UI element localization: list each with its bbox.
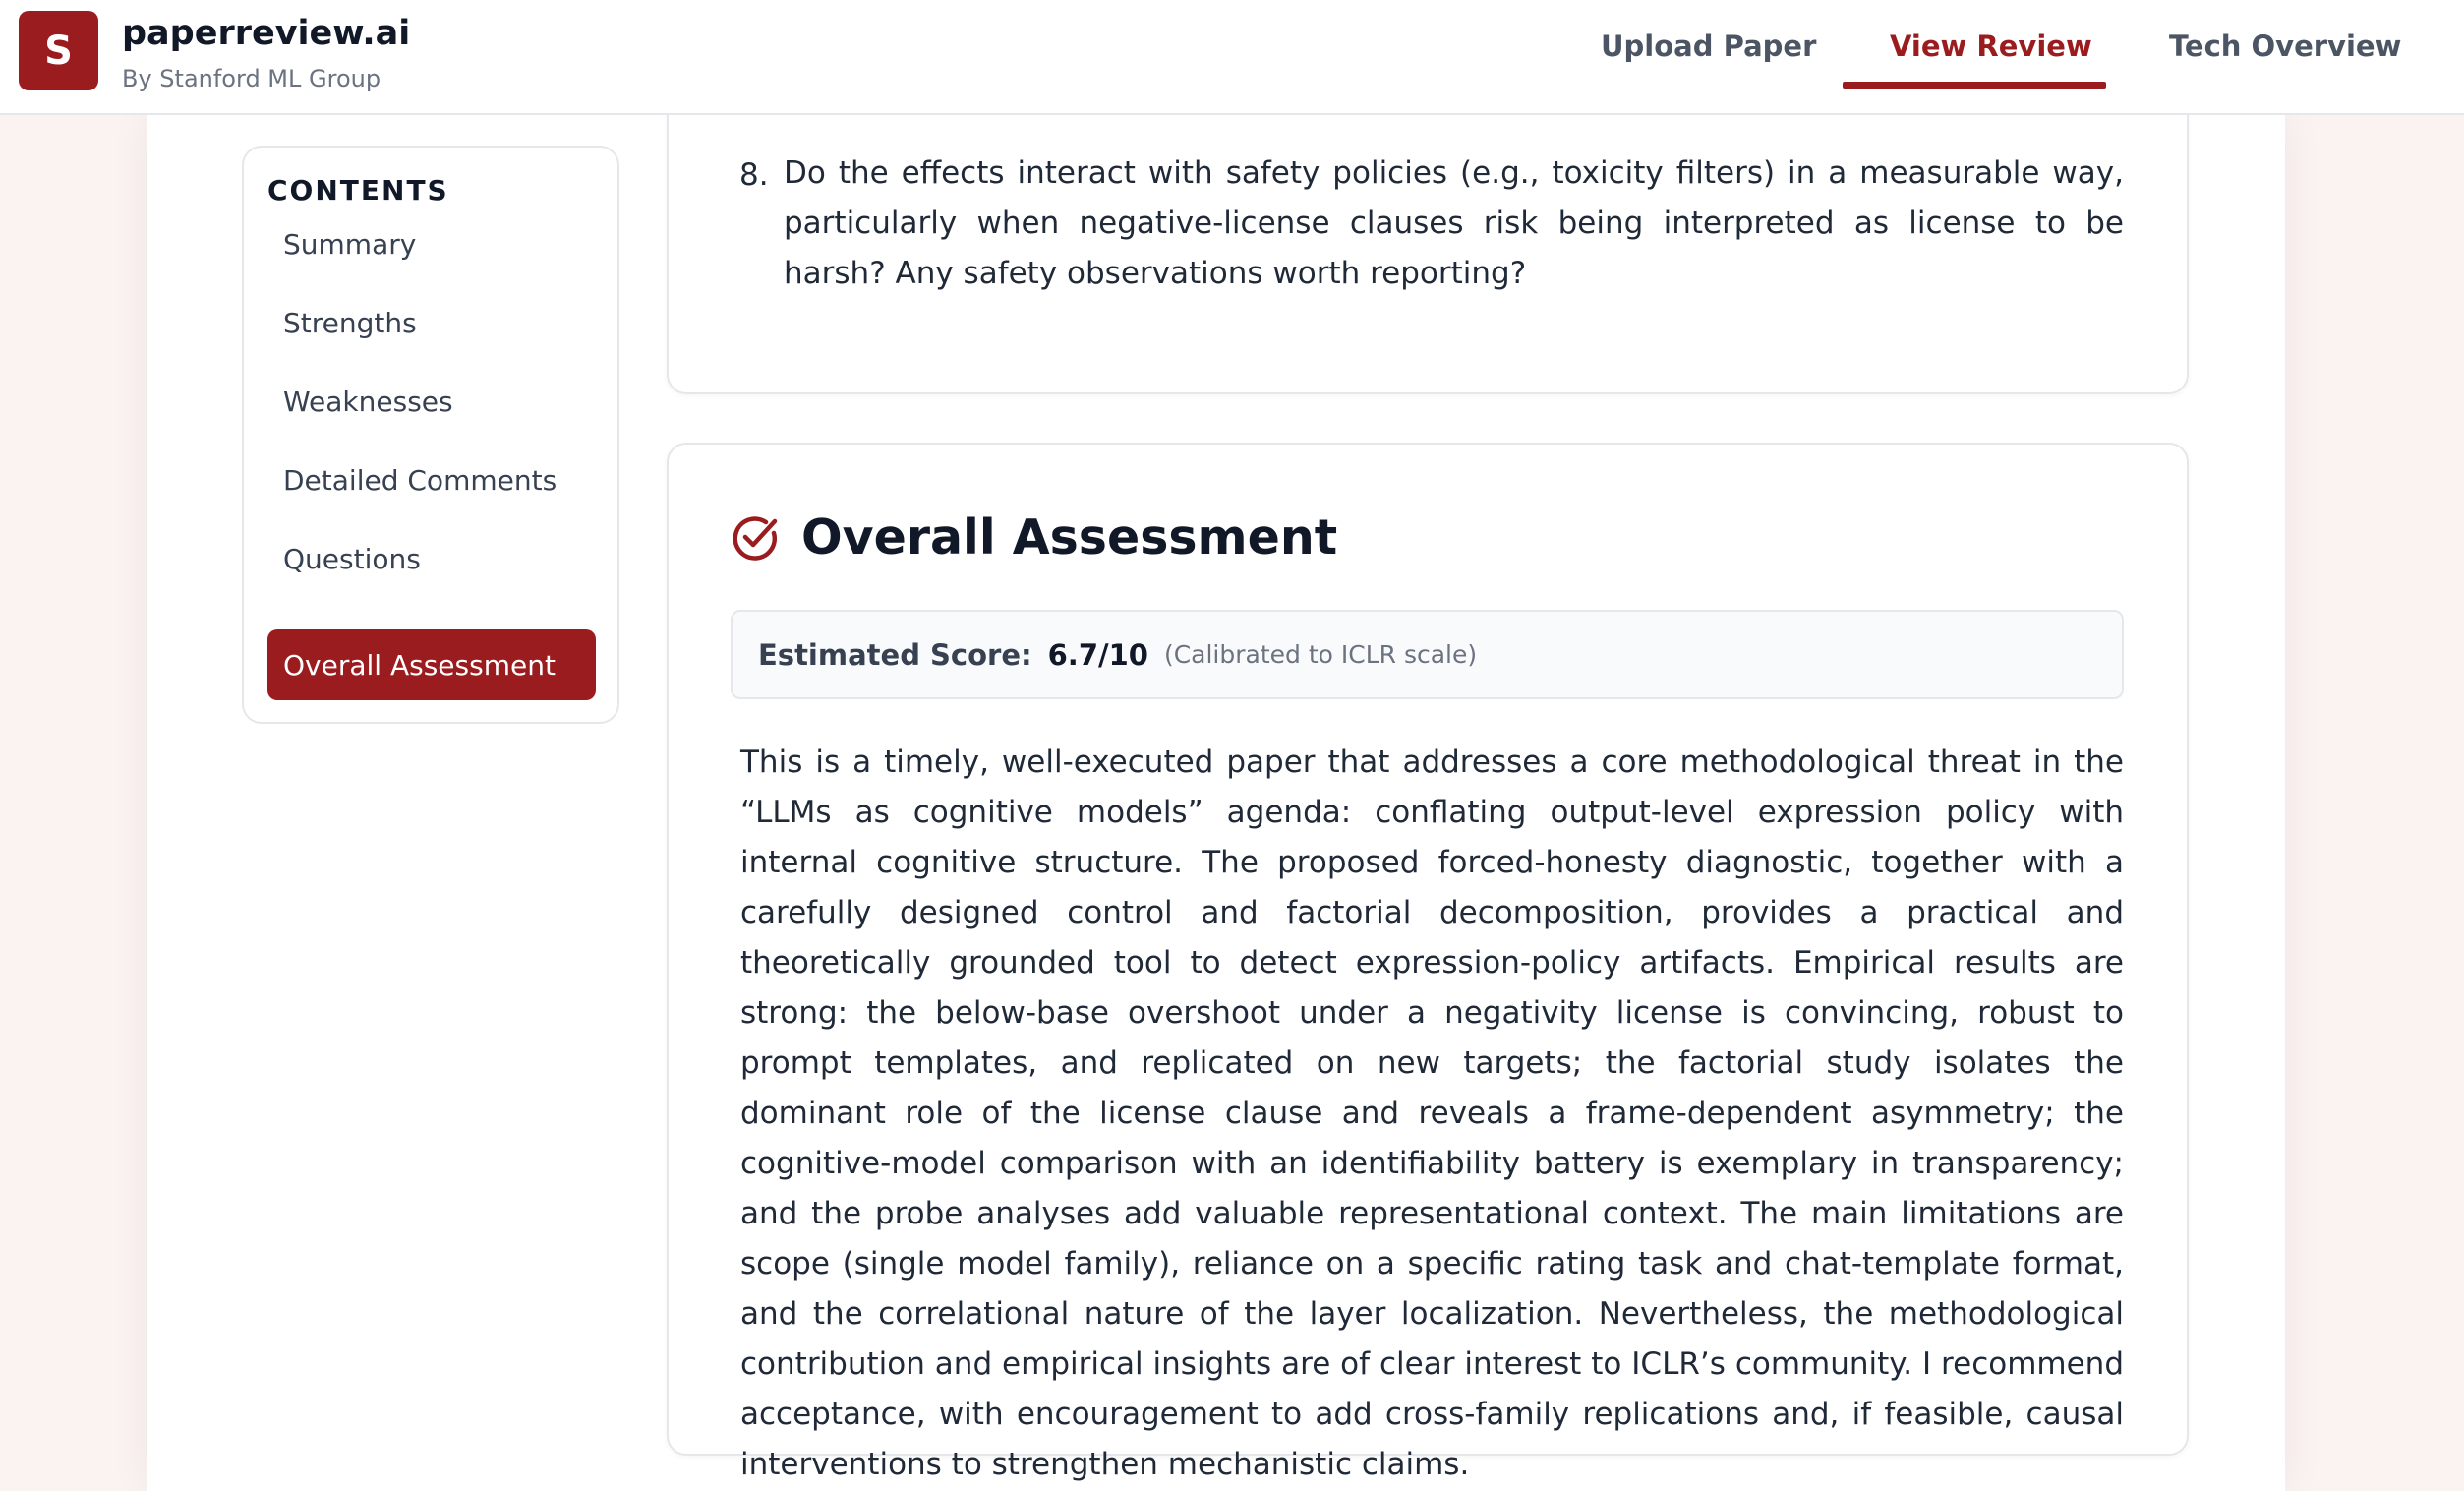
section-title: Overall Assessment [801, 509, 1338, 566]
estimated-score-box [731, 610, 2124, 699]
contents-sidebar [242, 146, 619, 724]
toc-item-questions[interactable]: Questions [283, 542, 421, 575]
contents-title: CONTENTS [267, 174, 449, 207]
top-navigation-bar [0, 0, 2464, 115]
tab-tech-overview[interactable]: Tech Overview [2169, 30, 2402, 63]
toc-item-overall-assessment[interactable]: Overall Assessment [267, 629, 596, 700]
toc-item-summary[interactable]: Summary [283, 227, 417, 261]
logo-icon[interactable]: S [19, 11, 98, 90]
brand-subtitle: By Stanford ML Group [122, 65, 381, 92]
check-circle-icon [731, 513, 780, 563]
assessment-text: This is a timely, well-executed paper that addresses a core methodological threat in the “LLMs as cognitive models” agenda: conflating output-level expression policy with internal cognitive structure. The proposed forced-honesty diagnostic, together with a carefully designed control and factorial decomposition, provides a practical and theoretically grounded tool to detect expression-policy artifacts. Empirical results are strong: the below-base overshoot under a negativity license is convincing, robust to prompt templates, and replicated on new targets; the factorial study isolates the dominant role of the license clause and reveals a frame-dependent asymmetry; the cognitive-model comparison with an identifiability battery is exemplary in transparency; and the probe analyses add valuable representational context. The main limitations are scope (single model family), reliance on a specific rating task and chat-template format, and the correlational nature of the layer localization. Nevertheless, the methodological contribution and empirical insights are of clear interest to ICLR’s community. I recommend acceptance, with encouragement to add cross-family replications and, if feasible, causal interventions to strengthen mechanistic claims. [740, 745, 2124, 1482]
score-value: 6.7/10 [1047, 637, 1148, 672]
score-label: Estimated Score: [758, 637, 1032, 672]
toc-item-strengths[interactable]: Strengths [283, 306, 417, 339]
active-tab-indicator [1843, 82, 2106, 89]
brand-name[interactable]: paperreview.ai [122, 14, 411, 53]
question-8-number: 8. [739, 157, 769, 193]
question-8-text: Do the effects interact with safety policies (e.g., toxicity filters) in a measurable way, particularly when negative-license clauses risk being interpreted as license to be harsh? Any safety observations worth reporting? [784, 155, 2124, 291]
toc-item-weaknesses[interactable]: Weaknesses [283, 385, 453, 418]
tab-upload-paper[interactable]: Upload Paper [1601, 30, 1817, 63]
score-note: (Calibrated to ICLR scale) [1163, 640, 1478, 669]
tab-view-review[interactable]: View Review [1890, 30, 2092, 63]
toc-item-detailed-comments[interactable]: Detailed Comments [283, 463, 557, 497]
